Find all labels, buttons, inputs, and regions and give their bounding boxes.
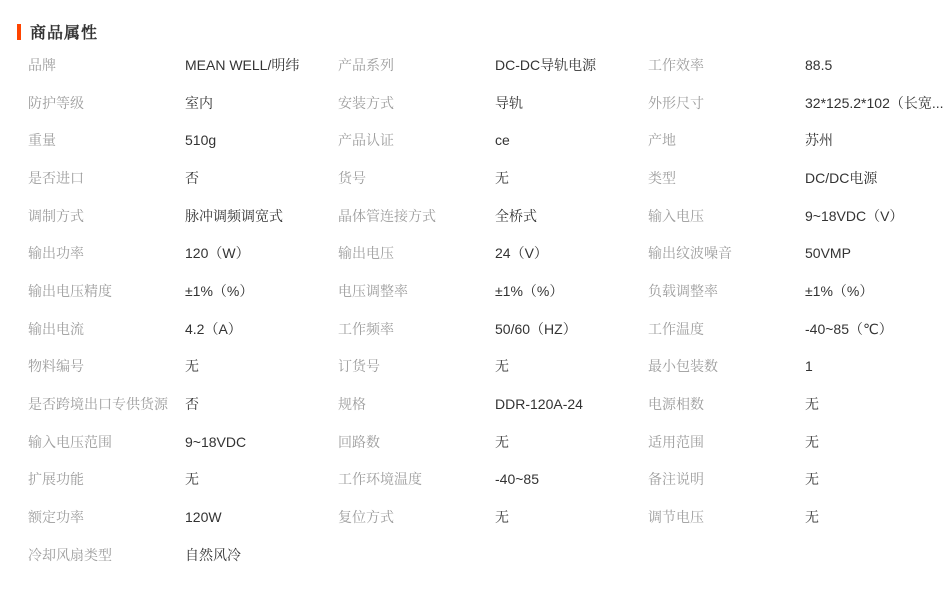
attr-pair (338, 498, 648, 536)
attr-label: 最小包装数 (648, 358, 718, 375)
attr-label: 复位方式 (338, 509, 394, 526)
attr-label: 输出电流 (28, 320, 84, 337)
attr-value: 1 (805, 358, 813, 375)
attr-value: 无 (805, 471, 819, 488)
attr-label: 备注说明 (648, 471, 704, 488)
attr-pair (338, 272, 648, 310)
attr-pair (338, 84, 648, 122)
attr-value: -40~85 (495, 471, 539, 488)
attr-value: 无 (805, 509, 819, 526)
attr-label: 是否跨境出口专供货源 (28, 396, 168, 413)
attr-label: 重量 (28, 132, 56, 149)
attr-label: 输出电压精度 (28, 282, 112, 299)
attr-pair (338, 423, 648, 461)
attr-label: 货号 (338, 169, 366, 186)
attr-pair (648, 310, 944, 348)
attr-value: ±1%（%） (495, 282, 564, 299)
attr-label: 是否进口 (28, 169, 84, 186)
attr-label: 类型 (648, 169, 676, 186)
attr-pair (28, 234, 338, 272)
attr-pair (648, 423, 944, 461)
attr-label: 工作效率 (648, 56, 704, 73)
attr-label: 订货号 (338, 358, 380, 375)
attr-pair (338, 234, 648, 272)
attr-label: 外形尺寸 (648, 94, 704, 111)
attr-value: ±1%（%） (805, 282, 874, 299)
attr-pair (648, 46, 944, 84)
attr-pair (338, 385, 648, 423)
attr-value: 无 (185, 471, 199, 488)
attr-value: 9~18VDC（V） (805, 207, 904, 224)
product-attributes-table (0, 46, 944, 574)
attr-value: 无 (495, 433, 509, 450)
attr-value: 否 (185, 396, 199, 413)
attr-label: 调制方式 (28, 207, 84, 224)
attr-pair (28, 498, 338, 536)
attr-value: 无 (805, 433, 819, 450)
attr-label: 输出电压 (338, 245, 394, 262)
attr-value: ce (495, 132, 510, 149)
attr-label: 工作频率 (338, 320, 394, 337)
attr-value: 苏州 (805, 132, 833, 149)
attr-value: 室内 (185, 94, 213, 111)
attr-label: 电源相数 (648, 396, 704, 413)
attr-value: 32*125.2*102（长宽... (805, 94, 944, 111)
attr-value: 无 (495, 358, 509, 375)
attr-pair (28, 159, 338, 197)
attr-value: 自然风冷 (185, 546, 241, 563)
attr-label: 冷却风扇类型 (28, 546, 112, 563)
attr-label: 电压调整率 (338, 282, 408, 299)
attr-label: 输入电压 (648, 207, 704, 224)
attr-pair (338, 348, 648, 386)
attr-pair (28, 46, 338, 84)
attr-pair (648, 272, 944, 310)
attr-value: 510g (185, 132, 217, 149)
attr-label: 产品认证 (338, 132, 394, 149)
attr-value: 88.5 (805, 56, 833, 73)
attr-pair (648, 461, 944, 499)
attr-value: 4.2（A） (185, 320, 242, 337)
attr-label: 产地 (648, 132, 676, 149)
attr-value: 无 (495, 509, 509, 526)
attr-pair (28, 310, 338, 348)
attr-label: 输出纹波噪音 (648, 245, 732, 262)
attr-pair (28, 121, 338, 159)
attr-pair (28, 385, 338, 423)
attr-value: 否 (185, 169, 199, 186)
attr-pair (648, 197, 944, 235)
attr-label: 调节电压 (648, 509, 704, 526)
page-title: 商品属性 (30, 25, 99, 42)
attr-value: 无 (495, 169, 509, 186)
attr-value: ±1%（%） (185, 282, 254, 299)
attr-pair (28, 461, 338, 499)
attr-value: 50VMP (805, 245, 851, 262)
attr-value: DC-DC导轨电源 (495, 56, 597, 73)
attr-label: 输出功率 (28, 245, 84, 262)
attr-label: 回路数 (338, 433, 380, 450)
attr-value: 120（W） (185, 245, 250, 262)
attr-pair (338, 461, 648, 499)
attr-label: 晶体管连接方式 (338, 207, 436, 224)
attr-pair (338, 121, 648, 159)
attr-pair (648, 121, 944, 159)
attr-value: 120W (185, 509, 222, 526)
attr-pair (338, 197, 648, 235)
attr-value: 无 (185, 358, 199, 375)
attr-pair (648, 348, 944, 386)
attr-label: 负载调整率 (648, 282, 718, 299)
attr-pair (28, 84, 338, 122)
attr-value: -40~85（℃） (805, 320, 893, 337)
attr-label: 规格 (338, 396, 366, 413)
accent-bar-icon (17, 24, 21, 40)
attr-label: 物料编号 (28, 358, 84, 375)
attr-pair (648, 234, 944, 272)
attr-pair (28, 348, 338, 386)
attr-pair (28, 536, 338, 574)
attr-value: 导轨 (495, 94, 523, 111)
attr-value: DDR-120A-24 (495, 396, 583, 413)
attr-label: 产品系列 (338, 56, 394, 73)
attr-pair (28, 272, 338, 310)
attr-pair (648, 159, 944, 197)
attr-label: 额定功率 (28, 509, 84, 526)
attr-label: 防护等级 (28, 94, 84, 111)
attr-label: 扩展功能 (28, 471, 84, 488)
attr-label: 适用范围 (648, 433, 704, 450)
attr-pair (28, 423, 338, 461)
attr-pair (338, 46, 648, 84)
attr-pair (648, 84, 944, 122)
attr-label: 输入电压范围 (28, 433, 112, 450)
attr-pair (338, 310, 648, 348)
attr-pair (648, 498, 944, 536)
attr-value: 无 (805, 396, 819, 413)
attr-label: 安装方式 (338, 94, 394, 111)
attr-value: 全桥式 (495, 207, 537, 224)
attr-value: 50/60（HZ） (495, 320, 577, 337)
attr-pair (648, 385, 944, 423)
attr-label: 工作环境温度 (338, 471, 422, 488)
attr-pair (28, 197, 338, 235)
attr-label: 品牌 (28, 56, 56, 73)
section-header (17, 21, 944, 42)
attr-value: DC/DC电源 (805, 169, 878, 186)
attr-label: 工作温度 (648, 320, 704, 337)
attr-value: MEAN WELL/明纬 (185, 56, 300, 73)
attr-value: 24（V） (495, 245, 548, 262)
attr-value: 9~18VDC (185, 433, 247, 450)
attr-pair (338, 159, 648, 197)
attr-value: 脉冲调频调宽式 (185, 207, 283, 224)
